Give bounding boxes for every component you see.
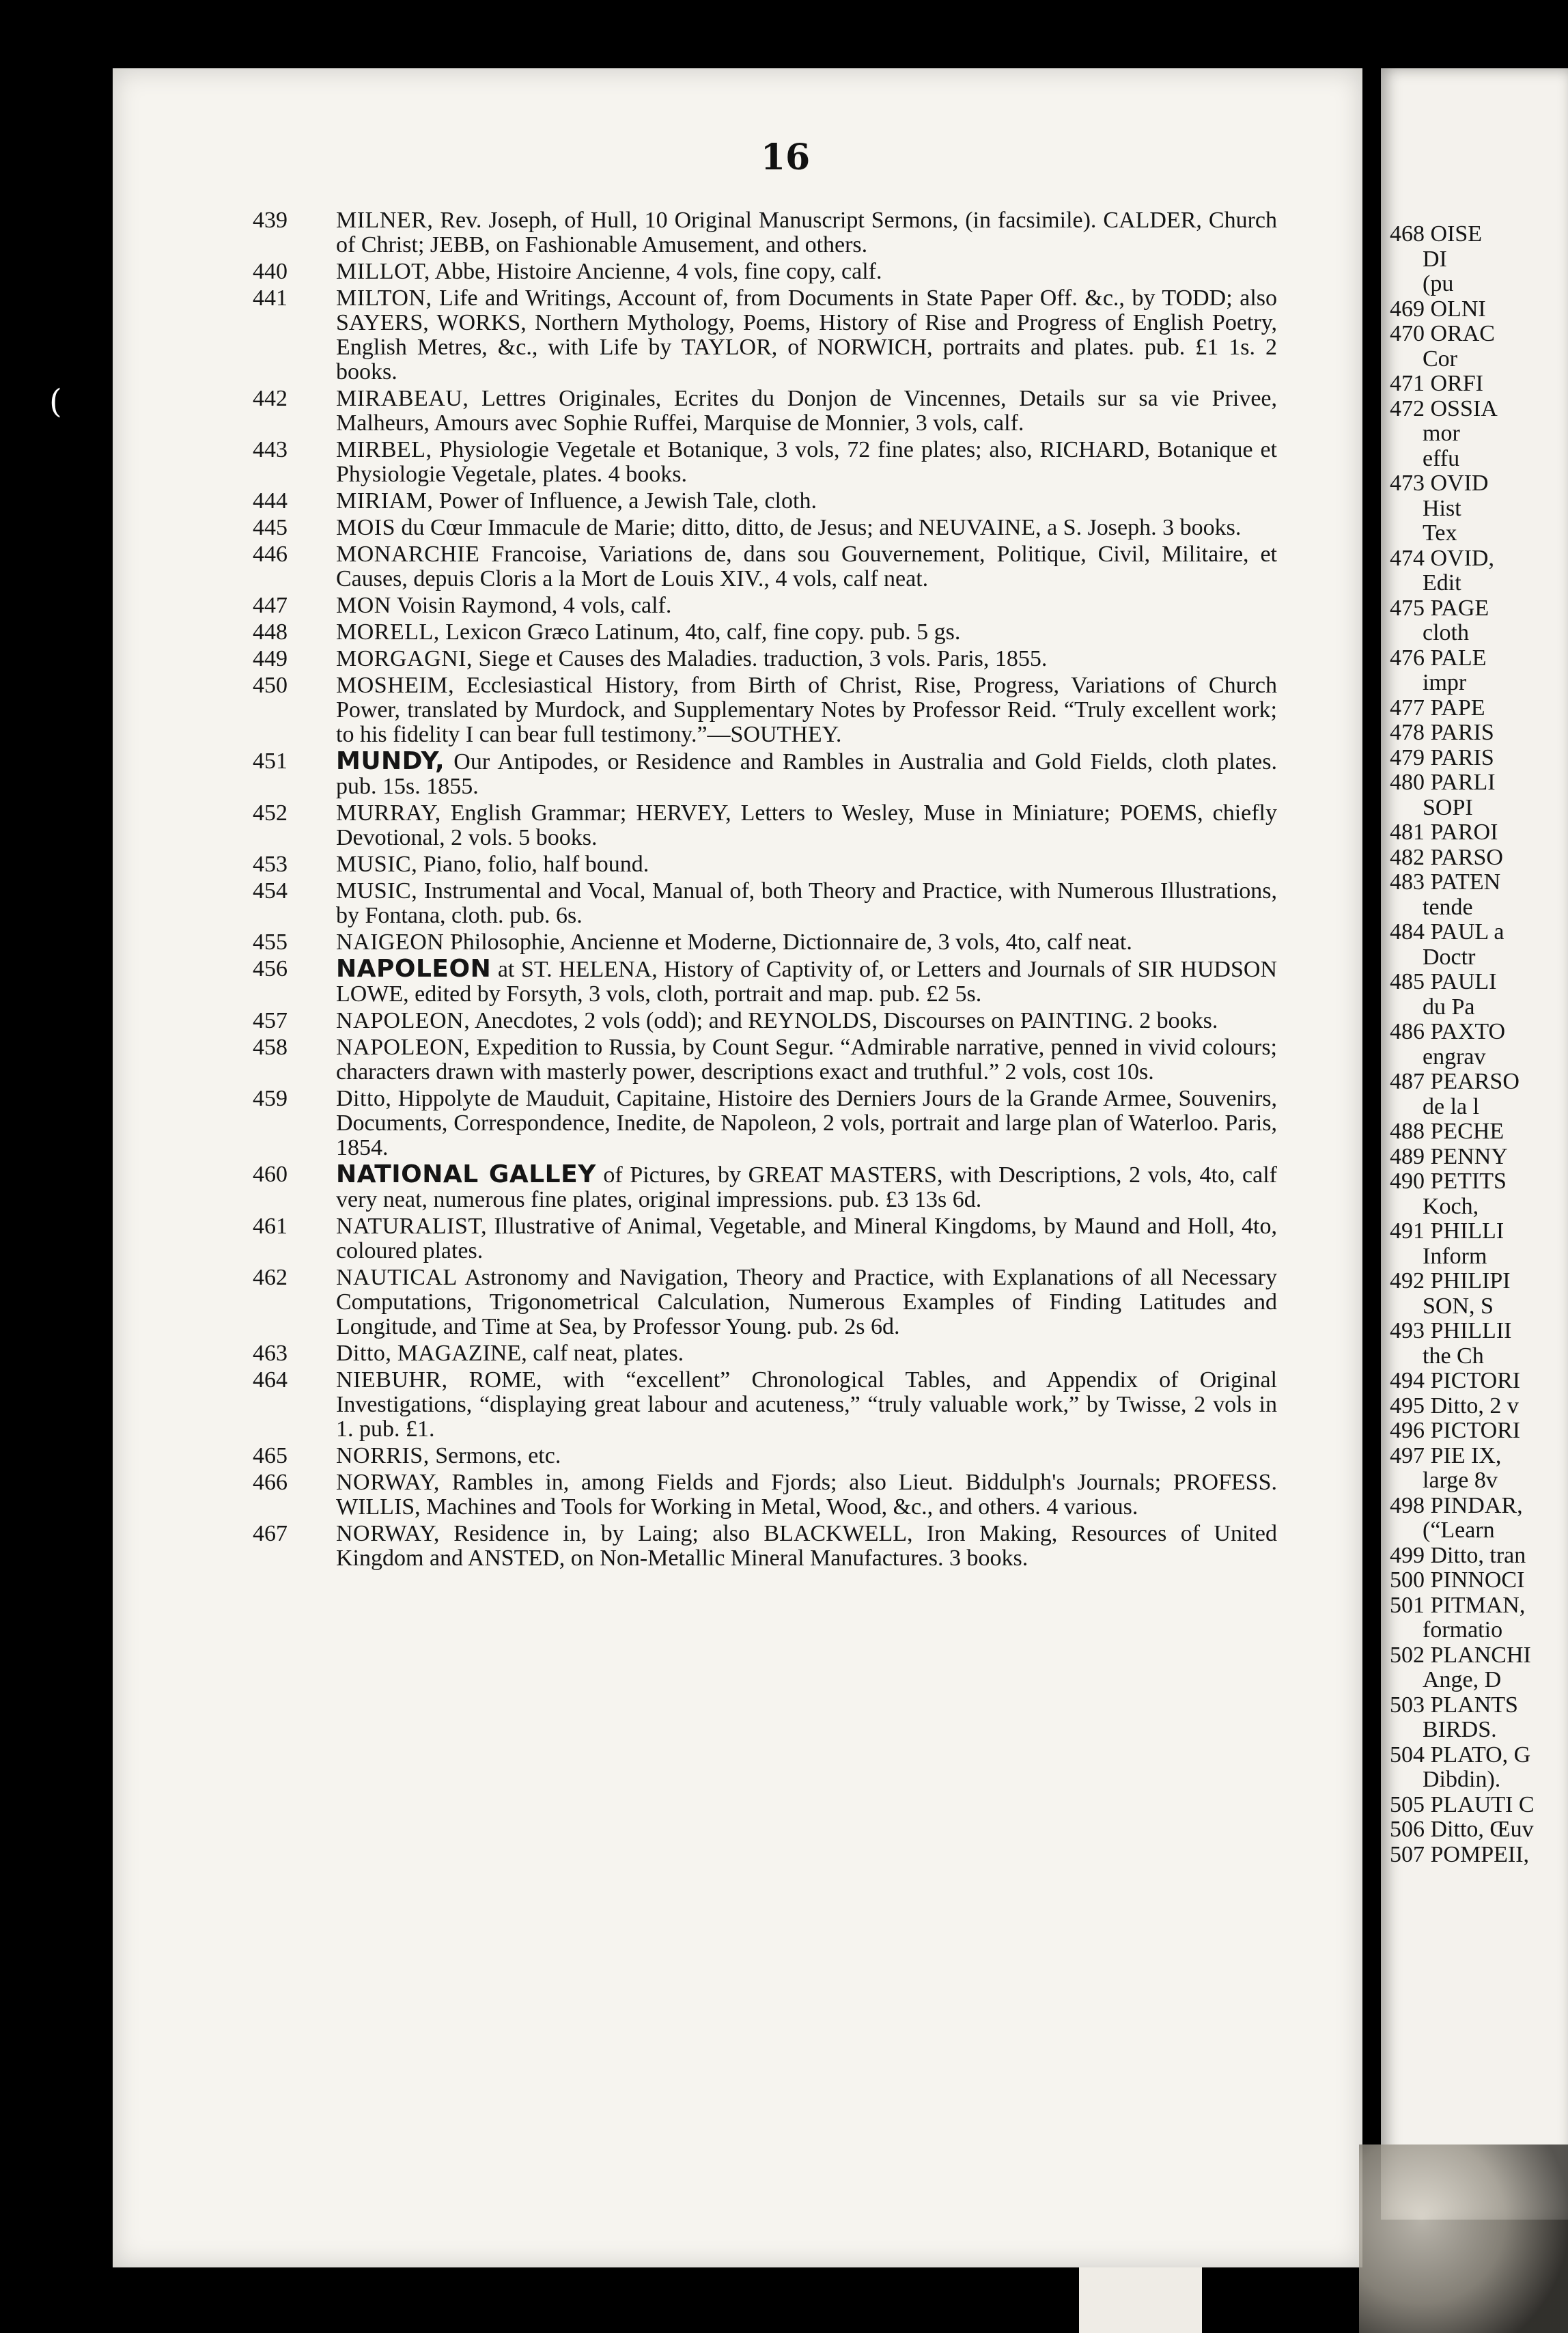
entry-description: du Cœur Immacule de Marie; ditto, ditto, de Jesus; and NEUVAINE, a S. Joseph. 3 books. (395, 515, 1242, 540)
entry-number: 455 (253, 930, 288, 955)
entry-heading: NAPOLEON, (336, 1035, 471, 1060)
right-page-line: Dibdin). (1423, 1767, 1501, 1792)
entry-heading: NORRIS, (336, 1443, 430, 1468)
entry-heading: MUSIC, (336, 852, 418, 877)
entry-number: 448 (253, 619, 288, 645)
right-page-line: engrav (1423, 1044, 1486, 1070)
entry-heading: MUNDY, (336, 747, 445, 775)
entry-number: 460 (253, 1162, 288, 1187)
paper-tab (1079, 2267, 1202, 2333)
entry-description: Sermons, etc. (429, 1443, 561, 1468)
right-page-line: 478 PARIS (1390, 720, 1494, 745)
right-page-line: 498 PINDAR, (1390, 1492, 1523, 1518)
entry-number: 462 (253, 1265, 288, 1290)
catalogue-entry (253, 646, 1277, 671)
right-page-line: 475 PAGE (1390, 595, 1489, 621)
right-page-line: 506 Ditto, Œuv (1390, 1817, 1534, 1842)
entry-heading: MORELL, (336, 619, 440, 645)
entry-number: 467 (253, 1521, 288, 1546)
right-page-line: 494 PICTORI (1390, 1368, 1521, 1393)
right-page-line: the Ch (1423, 1343, 1484, 1369)
right-page-line: 489 PENNY (1390, 1143, 1508, 1169)
right-page-line: 483 PATEN (1390, 869, 1501, 895)
entry-heading: MOSHEIM, (336, 673, 455, 698)
entry-heading: MON (336, 593, 391, 618)
right-page-line: 500 PINNOCI (1390, 1567, 1525, 1593)
catalogue-entry (253, 1443, 1277, 1468)
catalogue-entry (253, 285, 1277, 385)
right-page-line: 485 PAULI (1390, 969, 1497, 994)
catalogue-entry (253, 1470, 1277, 1520)
entry-number: 466 (253, 1470, 288, 1495)
entry-number: 440 (253, 259, 288, 284)
entry-heading: MONARCHIE (336, 542, 480, 567)
entry-number: 439 (253, 208, 288, 233)
right-page-line: 472 OSSIA (1390, 395, 1498, 421)
entry-description: Francoise, Variations de, dans sou Gouvernement, Politique, Civil, Militaire, et Causes, depuis Cloris a la Mort de Louis XIV., 4 vols, calf neat. (336, 542, 1277, 591)
entry-description: ROME, with “excellent” Chronological Tables, and Appendix of Original Investigations, “displaying great labour and acuteness,” “truly valuable work,” by Twisse, 2 vols in 1. pub. £1. (336, 1367, 1277, 1442)
margin-mark: ( (49, 382, 62, 421)
right-page-line: BIRDS. (1423, 1717, 1497, 1742)
entry-description: Expedition to Russia, by Count Segur. “Admirable narrative, penned in vivid colours; characters drawn with masterly power, descriptions exact and truthful.” 2 vols, cost 10s. (336, 1035, 1277, 1085)
entry-number: 457 (253, 1008, 288, 1033)
catalogue-entry (253, 1367, 1277, 1442)
right-page-line: 471 ORFI (1390, 371, 1483, 396)
right-page-line: Koch, (1423, 1193, 1479, 1219)
entry-description: Our Antipodes, or Residence and Rambles in Australia and Gold Fields, cloth plates. pub. 15s. 1855. (336, 749, 1277, 799)
right-page-line: cloth (1423, 620, 1469, 645)
entry-description: Hippolyte de Mauduit, Capitaine, Histoire des Derniers Jours de la Grande Armee, Souvenirs, Documents, Correspondence, Inedite, de Napoleon, 2 vols, portrait and large plan of Waterloo. Paris, 1854. (336, 1086, 1277, 1160)
catalogue-entry (253, 488, 1277, 514)
entry-heading: NORWAY, (336, 1521, 440, 1546)
right-page-line: 504 PLATO, G (1390, 1742, 1531, 1768)
torn-paper-corner (1359, 2145, 1568, 2333)
right-page-line: 499 Ditto, tran (1390, 1542, 1526, 1568)
right-page-line: Edit (1423, 570, 1461, 596)
entry-heading: MOIS (336, 515, 396, 540)
right-page-line: 496 PICTORI (1390, 1418, 1521, 1443)
catalogue-entry (253, 259, 1277, 284)
entry-number: 445 (253, 515, 288, 540)
right-page-line: 474 OVID, (1390, 545, 1494, 571)
right-page-line: Doctr (1423, 944, 1476, 970)
catalogue-entry (253, 619, 1277, 645)
right-page-line: 497 PIE IX, (1390, 1442, 1502, 1468)
right-page-line: 487 PEARSO (1390, 1069, 1520, 1094)
right-page-line: 493 PHILLII (1390, 1318, 1512, 1343)
catalogue-entry (253, 1086, 1277, 1160)
entry-description: Siege et Causes des Maladies. traduction, 3 vols. Paris, 1855. (473, 646, 1048, 671)
right-page-line: Cor (1423, 346, 1457, 372)
catalogue-entry (253, 1214, 1277, 1263)
catalogue-entry (253, 800, 1277, 850)
entry-number: 444 (253, 488, 288, 514)
entry-description: MAGAZINE, calf neat, plates. (391, 1341, 684, 1366)
right-page-line: 486 PAXTO (1390, 1019, 1506, 1044)
right-page-line: 488 PECHE (1390, 1119, 1504, 1144)
entry-description: of Pictures, by GREAT MASTERS, with Descriptions, 2 vols, 4to, calf very neat, numerous fine plates, original impressions. pub. £3 13s 6d. (336, 1162, 1277, 1212)
right-page-line: 479 PARIS (1390, 744, 1494, 770)
entry-number: 452 (253, 800, 288, 826)
right-page-line: large 8v (1423, 1468, 1498, 1493)
entry-heading: MIRABEAU, (336, 386, 469, 411)
entry-number: 463 (253, 1341, 288, 1366)
entry-heading: MUSIC, (336, 878, 418, 904)
entry-heading: NORWAY, (336, 1470, 440, 1495)
entry-description: Illustrative of Animal, Vegetable, and Mineral Kingdoms, by Maund and Holl, 4to, coloured plates. (336, 1214, 1277, 1263)
entry-heading: MILTON, (336, 285, 432, 311)
catalogue-entries (253, 208, 1277, 1573)
catalogue-entry (253, 878, 1277, 928)
catalogue-entry (253, 593, 1277, 618)
right-page-line: 490 PETITS (1390, 1169, 1507, 1194)
entry-description: Instrumental and Vocal, Manual of, both Theory and Practice, with Numerous Illustrations, by Fontana, cloth. pub. 6s. (336, 878, 1277, 928)
right-page-line: 468 OISE (1390, 221, 1483, 247)
entry-number: 446 (253, 542, 288, 567)
catalogue-entry (253, 1008, 1277, 1033)
right-page-line: 491 PHILLI (1390, 1218, 1504, 1244)
entry-number: 458 (253, 1035, 288, 1060)
entry-number: 441 (253, 285, 288, 311)
entry-number: 449 (253, 646, 288, 671)
right-page-line: 473 OVID (1390, 471, 1489, 496)
right-page-line: effu (1423, 445, 1460, 471)
entry-number: 453 (253, 852, 288, 877)
right-page-line: 477 PAPE (1390, 695, 1485, 721)
entry-description: Power of Influence, a Jewish Tale, cloth. (433, 488, 817, 514)
entry-description: Residence in, by Laing; also BLACKWELL, Iron Making, Resources of United Kingdom and ANSTED, on Non-Metallic Mineral Manufactures. 3 books. (336, 1521, 1277, 1571)
right-page-line: 505 PLAUTI C (1390, 1791, 1535, 1817)
entry-heading: MORGAGNI, (336, 646, 473, 671)
catalogue-entry (253, 1341, 1277, 1366)
right-page-line: Ange, D (1423, 1667, 1502, 1692)
right-page-line: mor (1423, 421, 1460, 446)
right-page-line: 495 Ditto, 2 v (1390, 1393, 1519, 1419)
entry-heading: MILLOT, (336, 259, 430, 284)
entry-description: Lexicon Græco Latinum, 4to, calf, fine copy. pub. 5 gs. (439, 619, 961, 645)
entry-number: 459 (253, 1086, 288, 1111)
entry-heading: MILNER, (336, 208, 434, 233)
entry-number: 442 (253, 386, 288, 411)
right-page-line: 482 PARSO (1390, 844, 1503, 870)
entry-heading: NAPOLEON (336, 955, 492, 983)
right-page-line: 502 PLANCHI (1390, 1642, 1531, 1668)
entry-heading: NAIGEON (336, 930, 445, 955)
entry-heading: NAUTICAL (336, 1265, 458, 1290)
entry-number: 443 (253, 437, 288, 462)
right-page-line: 469 OLNI (1390, 296, 1486, 322)
right-page-line: 484 PAUL a (1390, 919, 1504, 945)
entry-number: 450 (253, 673, 288, 698)
entry-description: Life and Writings, Account of, from Documents in State Paper Off. &c., by TODD; also SAYERS, WORKS, Northern Mythology, Poems, History of Rise and Progress of English Poetry, English Metres, &c., with Life by TAYLOR, of NORWICH, portraits and plates. pub. £1 1s. 2 books. (336, 285, 1277, 385)
right-page-line: 501 PITMAN, (1390, 1592, 1526, 1618)
right-page-line: Inform (1423, 1243, 1487, 1269)
catalogue-entry (253, 1521, 1277, 1571)
entry-description: Voisin Raymond, 4 vols, calf. (391, 593, 672, 618)
catalogue-entry (253, 386, 1277, 436)
catalogue-entry (253, 208, 1277, 257)
catalogue-entry (253, 1265, 1277, 1339)
right-page-line: Hist (1423, 495, 1461, 521)
catalogue-entry (253, 437, 1277, 487)
catalogue-entry (253, 673, 1277, 747)
entry-heading: NAPOLEON, (336, 1008, 471, 1033)
right-page-line: 476 PALE (1390, 645, 1487, 671)
entry-description: Piano, folio, half bound. (417, 852, 649, 877)
right-page-line: du Pa (1423, 994, 1475, 1020)
entry-description: Abbe, Histoire Ancienne, 4 vols, fine copy, calf. (430, 259, 882, 284)
right-page-line: formatio (1423, 1617, 1503, 1643)
entry-heading: NIEBUHR, (336, 1367, 448, 1393)
entry-description: Ecclesiastical History, from Birth of Christ, Rise, Progress, Variations of Church Power, translated by Murdock, and Supplementary Notes by Professor Reid. “Truly excellent work; to his fidelity I can bear full testimony.”—SOUTHEY. (336, 673, 1277, 747)
entry-heading: NATIONAL GALLEY (336, 1160, 596, 1188)
entry-heading: MURRAY, (336, 800, 441, 826)
entry-description: English Grammar; HERVEY, Letters to Wesley, Muse in Miniature; POEMS, chiefly Devotional, 2 vols. 5 books. (336, 800, 1277, 850)
catalogue-entry (253, 955, 1277, 1007)
entry-number: 454 (253, 878, 288, 904)
right-page-line: 503 PLANTS (1390, 1692, 1518, 1718)
catalogue-entry (253, 1035, 1277, 1085)
entry-description: Rev. Joseph, of Hull, 10 Original Manuscript Sermons, (in facsimile). CALDER, Church of Christ; JEBB, on Fashionable Amusement, and others. (336, 208, 1277, 257)
right-page-line: 481 PAROI (1390, 820, 1498, 845)
entry-description: Rambles in, among Fields and Fjords; also Lieut. Biddulph's Journals; PROFESS. WILLIS, Machines and Tools for Working in Metal, Wood, &c., and others. 4 various. (336, 1470, 1277, 1520)
catalogue-entry (253, 747, 1277, 799)
entry-number: 456 (253, 956, 288, 981)
right-page-line: 492 PHILIPI (1390, 1268, 1511, 1294)
entry-number: 461 (253, 1214, 288, 1239)
right-page-line: de la l (1423, 1093, 1480, 1119)
right-page-line: 480 PARLI (1390, 770, 1496, 795)
entry-number: 447 (253, 593, 288, 618)
entry-heading: Ditto, (336, 1086, 392, 1111)
right-page-line: Tex (1423, 520, 1457, 546)
catalogue-entry (253, 1160, 1277, 1212)
entry-heading: MIRIAM, (336, 488, 434, 514)
entry-description: at ST. HELENA, History of Captivity of, or Letters and Journals of SIR HUDSON LOWE, edited by Forsyth, 3 vols, cloth, portrait and map. pub. £2 5s. (336, 957, 1277, 1007)
right-page-line: SON, S (1423, 1293, 1494, 1319)
right-page-line: (“Learn (1423, 1518, 1495, 1543)
catalogue-entry (253, 542, 1277, 591)
page-number: 16 (760, 137, 811, 178)
entry-description: Astronomy and Navigation, Theory and Practice, with Explanations of all Necessary Computations, Trigonometrical Calculation, Numerous Examples of Finding Latitudes and Longitude, and Time at Sea, by Professor Young. pub. 2s 6d. (336, 1265, 1277, 1339)
right-page-line: (pu (1423, 271, 1454, 296)
entry-description: Physiologie Vegetale et Botanique, 3 vols, 72 fine plates; also, RICHARD, Botanique et Physiologie Vegetale, plates. 4 books. (336, 437, 1277, 487)
right-page-line: 470 ORAC (1390, 321, 1495, 346)
entry-heading: Ditto, (336, 1341, 392, 1366)
entry-description: Philosophie, Ancienne et Moderne, Dictionnaire de, 3 vols, 4to, calf neat. (444, 930, 1132, 955)
entry-description: Anecdotes, 2 vols (odd); and REYNOLDS, Discourses on PAINTING. 2 books. (470, 1008, 1218, 1033)
right-page-line: 507 POMPEII, (1390, 1841, 1530, 1867)
catalogue-entry (253, 852, 1277, 877)
catalogue-entry (253, 515, 1277, 540)
entry-number: 465 (253, 1443, 288, 1468)
entry-number: 451 (253, 749, 288, 774)
entry-heading: MIRBEL, (336, 437, 432, 462)
right-page-line: DI (1423, 246, 1447, 272)
right-page-line: SOPI (1423, 794, 1473, 820)
catalogue-entry (253, 930, 1277, 955)
right-page-line: tende (1423, 894, 1473, 920)
right-page-line: impr (1423, 670, 1467, 695)
right-page-column (1390, 222, 1568, 1867)
entry-number: 464 (253, 1367, 288, 1393)
entry-heading: NATURALIST, (336, 1214, 488, 1239)
entry-description: Lettres Originales, Ecrites du Donjon de Vincennes, Details sur sa vie Privee, Malheurs, Amours avec Sophie Ruffei, Marquise de Monnier, 3 vols, calf. (336, 386, 1277, 436)
